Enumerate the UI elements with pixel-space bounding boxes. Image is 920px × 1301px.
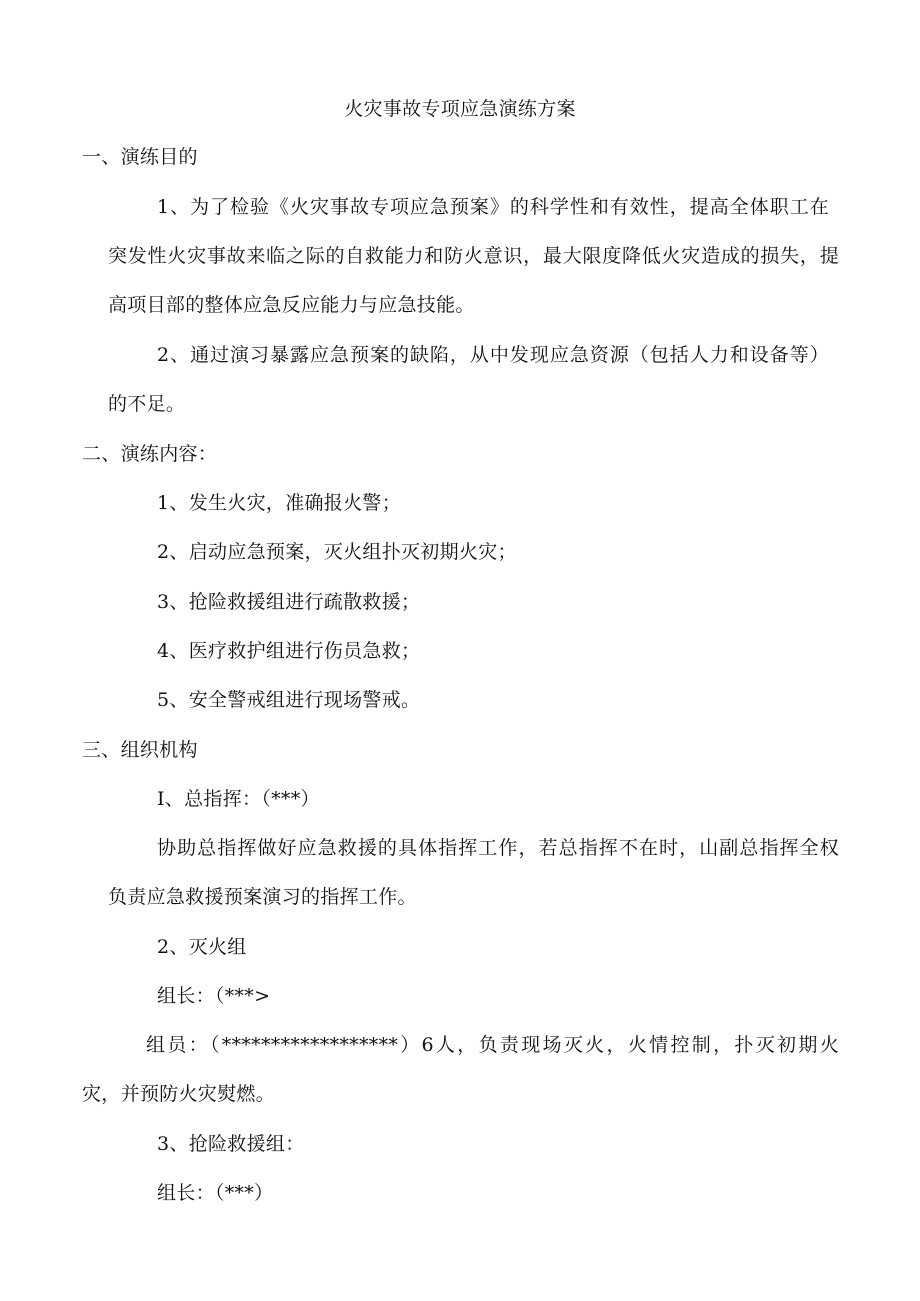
section-heading-purpose: 一、演练目的	[82, 146, 198, 168]
paragraph-line: 的不足。	[108, 393, 186, 415]
paragraph-line: 1、为了检验《火灾事故专项应急预案》的科学性和有效性，提高全体职工在	[157, 196, 829, 218]
list-item: 4、医疗救护组进行伤员急救；	[157, 640, 421, 662]
list-item: 5、安全警戒组进行现场警戒。	[157, 689, 421, 711]
paragraph-line: 高项目部的整体应急反应能力与应急技能。	[108, 294, 475, 316]
section-heading-organization: 三、组织机构	[82, 739, 198, 761]
paragraph-line: 3、抢险救援组：	[157, 1133, 305, 1155]
list-item: 2、启动应急预案，灭火组扑灭初期火灾；	[157, 541, 517, 563]
paragraph-line: 组长：（***>	[157, 985, 271, 1007]
paragraph-line: 协助总指挥做好应急救援的具体指挥工作，若总指挥不在时，山副总指挥全权	[157, 837, 839, 859]
paragraph-line: 2、通过演习暴露应急预案的缺陷，从中发现应急资源（包括人力和设备等）	[157, 344, 829, 366]
list-item: 3、抢险救援组进行疏散救援；	[157, 591, 421, 613]
section-heading-content: 二、演练内容：	[82, 443, 218, 465]
list-item: 1、发生火灾，准确报火警；	[157, 492, 401, 514]
page-title: 火灾事故专项应急演练方案	[344, 98, 576, 120]
paragraph-line: 2、灭火组	[157, 936, 247, 958]
paragraph-line: I、总指挥：（***）	[157, 788, 320, 810]
paragraph-line: 突发性火灾事故来临之际的自救能力和防火意识，最大限度降低火灾造成的损失，提	[108, 245, 839, 267]
paragraph-line: 负责应急救援预案演习的指挥工作。	[108, 886, 417, 908]
paragraph-line: 组长：（***）	[157, 1182, 274, 1204]
paragraph-line: 灾，并预防火灾熨燃。	[82, 1083, 276, 1105]
paragraph-line: 组员：（******************）6人，负责现场灭火，火情控制，扑灭初期火	[146, 1034, 839, 1056]
